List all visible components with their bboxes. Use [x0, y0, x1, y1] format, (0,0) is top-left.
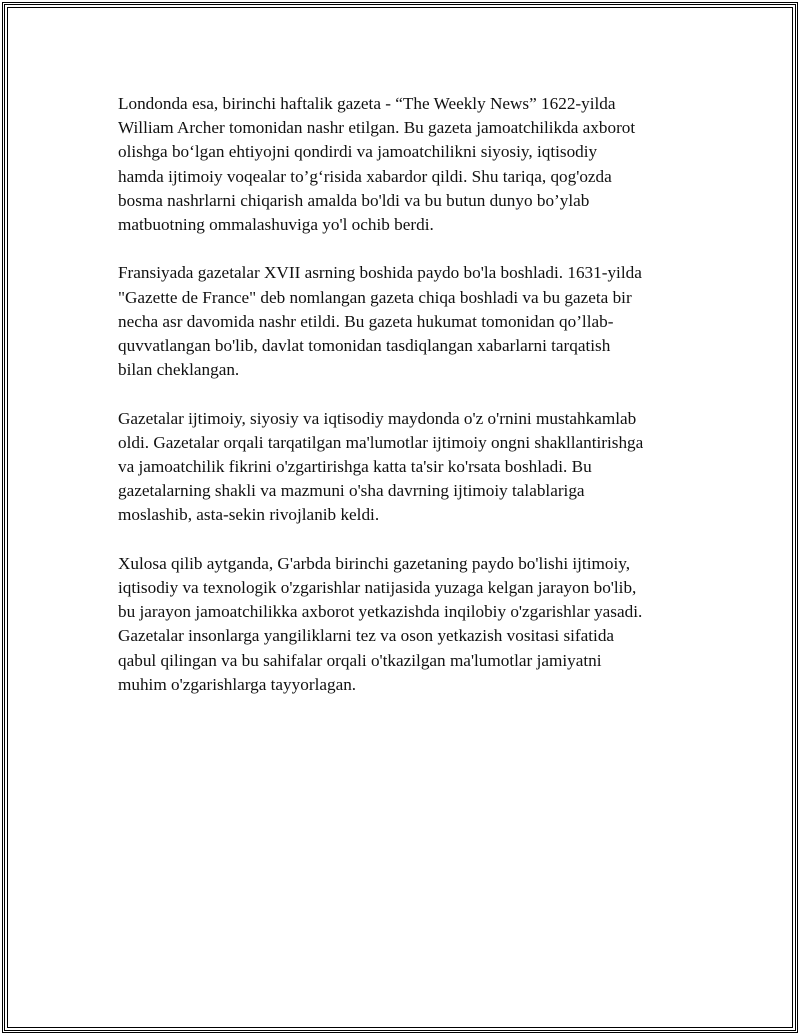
paragraph-france: Fransiyada gazetalar XVII asrning boshida paydo bo'la boshladi. 1631-yilda "Gazette de France" deb nomlangan gazeta chiqa boshladi va bu gazeta bir necha asr davomida nashr etildi. Bu gazeta hukumat tomonidan qo’llab- quvvatlangan bo'lib, davlat tomonidan tasdiqlangan xabarlarni tarqatish bilan cheklangan.: [118, 263, 642, 380]
paragraph-london: Londonda esa, birinchi haftalik gazeta - “The Weekly News” 1622-yilda William Archer tomonidan nashr etilgan. Bu gazeta jamoatchilikda axborot olishga bo‘lgan ehtiyojni qondirdi va jamoatchilikni siyosiy, iqtisodiy hamda ijtimoiy voqealar to’g‘risida xabardor qildi. Shu tariqa, qog'ozda bosma nashrlarni chiqarish amalda bo'ldi va bu butun dunyo bo’ylab matbuotning ommalashuviga yo'l ochib berdi.: [118, 94, 636, 235]
paragraph-conclusion: Xulosa qilib aytganda, G'arbda birinchi gazetaning paydo bo'lishi ijtimoiy, iqtisodiy va texnologik o'zgarishlar natijasida yuzaga kelgan jarayon bo'lib, bu jarayon jamoatchilikka axborot yetkazishda inqilobiy o'zgarishlar yasadi. Gazetalar insonlarga yangiliklarni tez va oson yetkazish vositasi sifatida qabul qilingan va bu sahifalar orqali o'tkazilgan ma'lumotlar jamiyatni muhim o'zgarishlarga tayyorlagan.: [118, 553, 643, 694]
paragraph-influence: Gazetalar ijtimoiy, siyosiy va iqtisodiy maydonda o'z o'rnini mustahkamlab oldi. Gazetalar orqali tarqatilgan ma'lumotlar ijtimoiy ongni shakllantirishga va jamoatchilik fikrini o'zgartirishga katta ta'sir ko'rsata boshladi. Bu gazetalarning shakli va mazmuni o'sha davrning ijtimoiy talablariga moslashib, asta-sekin rivojlanib keldi.: [118, 408, 644, 525]
document-body: [118, 92, 696, 721]
